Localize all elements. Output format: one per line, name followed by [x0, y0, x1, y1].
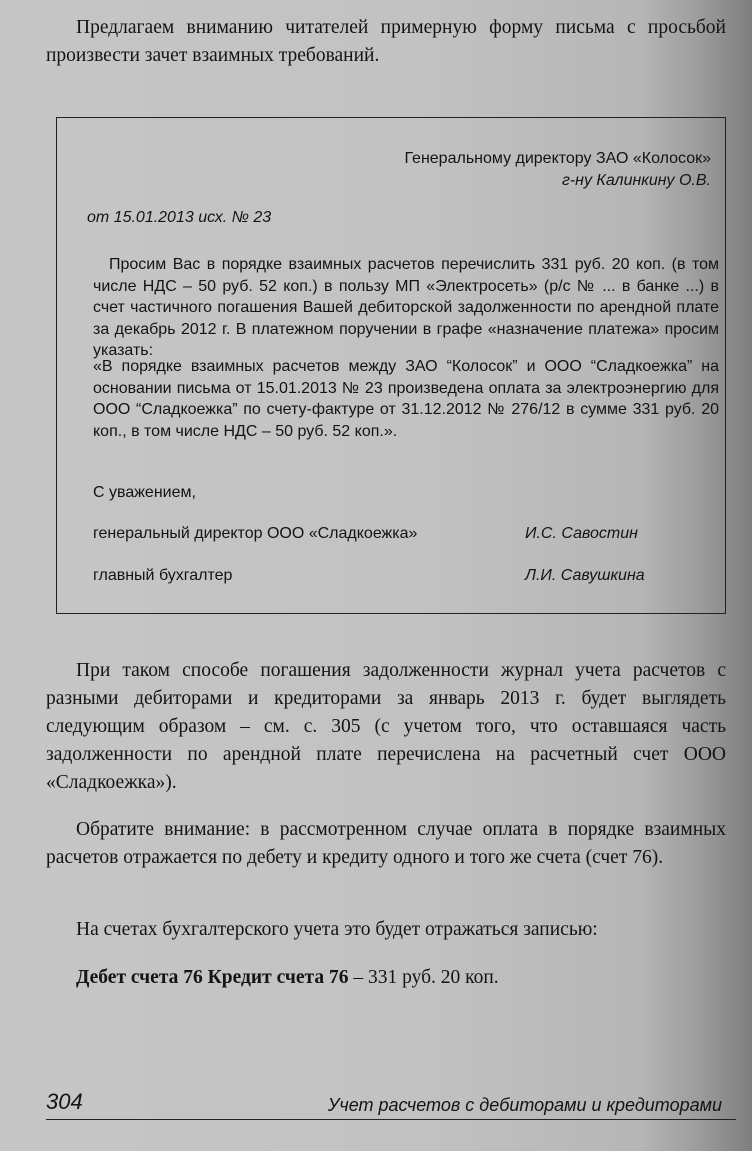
signer-position: генеральный директор ООО «Сладкоежка»	[93, 525, 418, 542]
signer-position: главный бухгалтер	[93, 567, 233, 584]
letter-regards: С уважением,	[93, 484, 196, 501]
letter-date-number: от 15.01.2013 исх. № 23	[87, 209, 272, 226]
page-number: 304	[46, 1089, 83, 1114]
addressee-title: Генеральному директору ЗАО «Колосок»	[404, 150, 711, 167]
running-footer-title: Учет расчетов с дебиторами и кредиторами	[327, 1095, 722, 1115]
accounting-entry-amount: – 331 руб. 20 коп.	[348, 967, 499, 988]
signer-name: Л.И. Савушкина	[525, 567, 645, 584]
accounting-entry	[76, 964, 499, 992]
body-paragraph-note: Обратите внимание: в рассмотренном случае оплата в порядке взаимных расчетов отражается по дебету и кредиту одного и того же счета (счет 76).	[46, 819, 726, 868]
intro-paragraph: Предлагаем вниманию читателей примерную форму письма с просьбой произвести зачет взаимных требований.	[46, 17, 726, 66]
sample-letter-frame	[56, 117, 726, 614]
footer-rule	[46, 1119, 736, 1120]
body-paragraph-journal: При таком способе погашения задолженности журнал учета расчетов с разными дебиторами и кредиторами за январь 2013 г. будет выглядеть следующим образом – см. с. 305 (с учетом того, что оставшаяся часть задолженности по арендной плате перечислена на расчетный счет ООО «Сладкоежка»).	[46, 660, 726, 793]
addressee-name: г-ну Калинкину О.В.	[561, 171, 711, 189]
accounting-entry-accounts: Дебет счета 76 Кредит счета 76	[76, 967, 349, 988]
letter-payment-purpose-quote: «В порядке взаимных расчетов между ЗАО “Колосок” и ООО “Сладкоежка” на основании письма от 15.01.2013 № 23 произведена оплата за электроэнергию для ООО “Сладкоежка” по счету-фактуре от 31.12.2012 № 276/12 в сумме 331 руб. 20 коп., в том числе НДС – 50 руб. 52 коп.».	[93, 358, 719, 440]
letter-addressee	[404, 148, 711, 191]
body-paragraph-entries-intro: На счетах бухгалтерского учета это будет отражаться записью:	[76, 919, 598, 940]
signer-name: И.С. Савостин	[525, 525, 638, 542]
letter-body: Просим Вас в порядке взаимных расчетов перечислить 331 руб. 20 коп. (в том числе НДС – 50 руб. 52 коп.) в пользу МП «Электросеть» (р/с № ... в банке ...) в счет частичного погашения Вашей дебиторской задолженности по арендной плате за декабрь 2012 г. В платежном поручении в графе «назначение платежа» просим указать:	[93, 256, 719, 359]
